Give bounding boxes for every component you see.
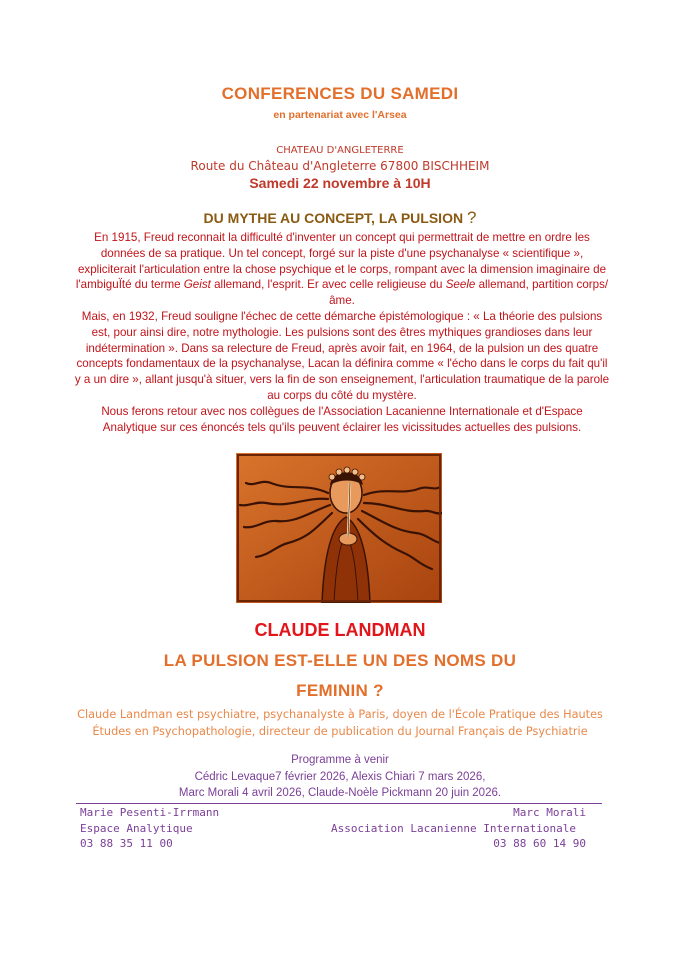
venue-address: Route du Château d'Angleterre 67800 BISCHHEIM — [190, 159, 490, 173]
contact-phone: 03 88 35 11 00 — [80, 837, 173, 851]
article-body — [74, 230, 610, 435]
contact-organization: Espace Analytique — [80, 821, 193, 835]
speaker-name: CLAUDE LANDMAN — [254, 620, 426, 640]
speaker-bio: Claude Landman est psychiatre, psychanalyste à Paris, doyen de l'École Pratique des Hautes Études en Psychopathologie, directeur de publication du Journal Français de Psychiatrie — [77, 708, 603, 738]
partnership-subtitle: en partenariat avec l'Arsea — [273, 109, 407, 121]
talk-title-line-1: LA PULSION EST-ELLE UN DES NOMS DU — [163, 651, 517, 670]
article-title-text: DU MYTHE AU CONCEPT, LA PULSION — [203, 210, 464, 226]
article-title-mark: ? — [466, 208, 477, 227]
p1-part-a: En 1915, Freud reconnait la difficulté d'inventer un concept qui permettrait de mettre en ordre les données de sa pratique. Un tel concept, forgé sur la piste d'une psychanalyse « scientifique », expliciterait l'articulation entre la chose psychique et le corps, rompant avec la dimension imaginaire de l'ambiguÏté du terme — [75, 231, 607, 292]
article-paragraph-3: Nous ferons retour avec nos collègues de l'Association Lacanienne Internationale et d'Espace Analytique sur ces énoncés tels qu'ils peuvent éclairer les vicissitudes actuelles des pulsions. — [101, 404, 583, 434]
programme-line-1: Cédric Levaque7 février 2026, Alexis Chiari 7 mars 2026, — [194, 770, 486, 783]
event-date: Samedi 22 novembre à 10H — [249, 175, 431, 191]
programme-line-2: Marc Morali 4 avril 2026, Claude-Noèle Pickmann 20 juin 2026. — [178, 787, 502, 799]
talk-title-line-2: FEMININ ? — [296, 681, 384, 700]
contact-name: Marc Morali — [513, 806, 586, 819]
contact-phone: 03 88 60 14 90 — [493, 837, 586, 851]
article-title — [0, 208, 680, 228]
article-paragraph-2: Mais, en 1932, Freud souligne l'échec de cette démarche épistémologique : « La théorie des pulsions est, pour ainsi dire, notre mythologie. Les pulsions sont des êtres mythiques grandioses dans leur indétermination ». Dans sa relecture de Freud, après avoir fait, en 1964, de la pulsion un des quatre concepts fondamentaux de la psychanalyse, Lacan la définira comme « l'écho dans le corps du fait qu'il y a un dire », allant jusqu'à situer, vers la fin de son enseignement, l'articulation traumatique de la parole au corps du côté du mystère. — [74, 309, 610, 402]
programme-heading: Programme à venir — [291, 754, 389, 766]
contact-name: Marie Pesenti-Irrmann — [80, 806, 220, 819]
contact-organization: Association Lacanienne Internationale — [330, 821, 576, 835]
p1-part-b: allemand, l'esprit. Er avec celle religieuse du — [210, 278, 446, 292]
programme-block — [80, 752, 600, 802]
footer-contact-left — [80, 805, 219, 852]
geist-term: Geist — [183, 278, 211, 292]
article-paragraph-1 — [74, 230, 610, 309]
venue-name: CHATEAU D'ANGLETERRE — [276, 145, 404, 156]
illustration-image — [236, 453, 442, 603]
footer-divider — [76, 803, 602, 804]
p1-part-c: allemand, partition corps/âme. — [329, 278, 609, 308]
woman-with-dagger-icon — [236, 453, 442, 603]
footer-contact-right — [331, 805, 586, 852]
seele-term: Seele — [445, 278, 476, 292]
conference-series-title: CONFERENCES DU SAMEDI — [221, 84, 459, 103]
